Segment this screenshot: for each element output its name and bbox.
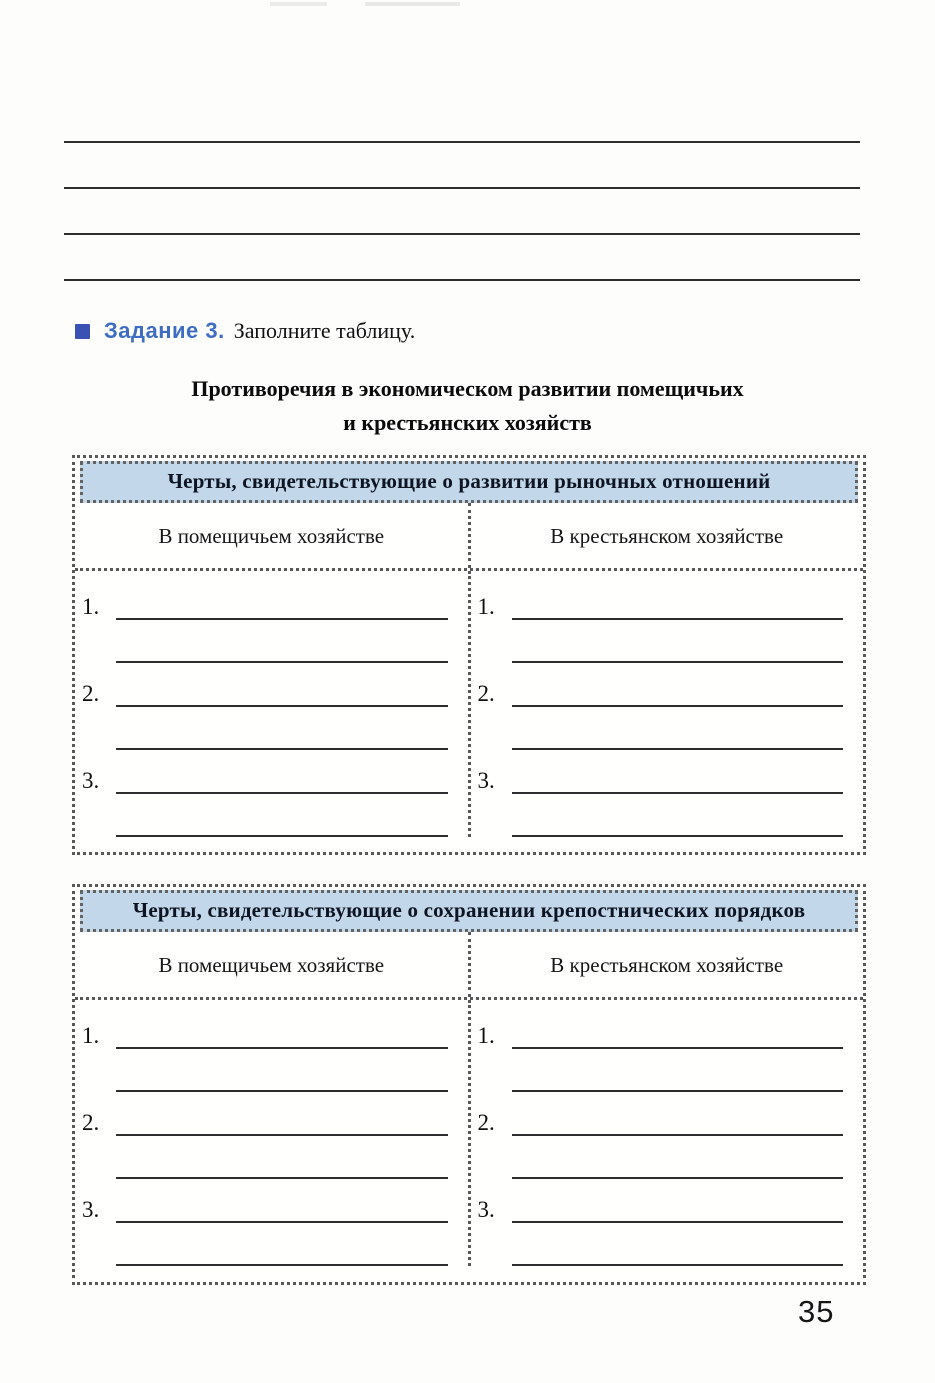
column-header-peasant: В крестьянском хозяйстве — [468, 932, 864, 997]
answer-line — [512, 1049, 844, 1092]
table-cell-peasant — [468, 1000, 864, 1266]
writing-line — [64, 189, 860, 235]
answer-line — [512, 618, 844, 620]
scan-artifact — [270, 2, 460, 6]
answer-line — [512, 1136, 844, 1179]
column-header-peasant: В крестьянском хозяйстве — [468, 503, 864, 568]
square-bullet-icon — [75, 324, 90, 339]
answer-line — [116, 618, 448, 620]
row-number: 3. — [82, 1197, 100, 1222]
ruled-writing-area — [64, 97, 860, 281]
row-number: 1. — [477, 1023, 495, 1048]
table-body — [75, 1000, 863, 1266]
writing-line — [64, 143, 860, 189]
numbered-entry — [478, 1179, 844, 1223]
answer-line — [116, 705, 448, 707]
answer-line — [116, 1049, 448, 1092]
column-header-row — [75, 932, 863, 1000]
answer-line — [512, 707, 844, 750]
answer-line — [116, 620, 448, 663]
answer-line — [512, 1047, 844, 1049]
answer-line — [116, 794, 448, 837]
column-header-row — [75, 503, 863, 571]
answer-line — [116, 707, 448, 750]
column-header-landowner: В помещичьем хозяйстве — [158, 524, 385, 548]
table-cell-landowner — [75, 1000, 468, 1266]
answer-line — [512, 620, 844, 663]
answer-line — [512, 794, 844, 837]
numbered-entry — [478, 750, 844, 794]
answer-line — [512, 1134, 844, 1136]
column-header-landowner: В помещичьем хозяйстве — [158, 953, 385, 977]
numbered-entry — [82, 1092, 448, 1136]
task-label: Задание 3. — [104, 318, 225, 343]
table-cell-peasant — [468, 571, 864, 837]
numbered-entry — [478, 1092, 844, 1136]
answer-line — [512, 705, 844, 707]
answer-line — [116, 1134, 448, 1136]
numbered-entry — [82, 750, 448, 794]
answer-line — [512, 792, 844, 794]
page-number: 35 — [798, 1294, 835, 1329]
answer-line — [512, 1221, 844, 1223]
answer-line — [116, 1047, 448, 1049]
answer-line — [116, 1136, 448, 1179]
row-number: 2. — [477, 681, 495, 706]
features-table-serfdom — [72, 884, 866, 1285]
table-title-line1: Противоречия в экономическом развитии помещичьих — [191, 376, 744, 401]
numbered-entry — [82, 576, 448, 620]
table-body — [75, 571, 863, 837]
table-title-line2: и крестьянских хозяйств — [343, 410, 592, 435]
answer-line — [512, 1223, 844, 1266]
row-number: 1. — [82, 1023, 100, 1048]
table-title — [0, 372, 935, 440]
task-instruction: Заполните таблицу. — [233, 318, 416, 343]
numbered-entry — [478, 663, 844, 707]
answer-line — [116, 1221, 448, 1223]
table-header-band: Черты, свидетельствующие о сохранении крепостнических порядков — [80, 890, 858, 932]
numbered-entry — [478, 576, 844, 620]
row-number: 2. — [477, 1110, 495, 1135]
numbered-entry — [82, 1005, 448, 1049]
writing-line — [64, 235, 860, 281]
row-number: 3. — [477, 768, 495, 793]
row-number: 3. — [82, 768, 100, 793]
numbered-entry — [82, 663, 448, 707]
task-heading — [75, 318, 415, 344]
features-table-market-relations — [72, 455, 866, 855]
answer-line — [116, 792, 448, 794]
row-number: 1. — [82, 594, 100, 619]
row-number: 2. — [82, 1110, 100, 1135]
numbered-entry — [478, 1005, 844, 1049]
table-header-band: Черты, свидетельствующие о развитии рыночных отношений — [80, 461, 858, 503]
row-number: 2. — [82, 681, 100, 706]
table-cell-landowner — [75, 571, 468, 837]
row-number: 1. — [477, 594, 495, 619]
writing-line — [64, 97, 860, 143]
answer-line — [116, 1223, 448, 1266]
row-number: 3. — [477, 1197, 495, 1222]
numbered-entry — [82, 1179, 448, 1223]
